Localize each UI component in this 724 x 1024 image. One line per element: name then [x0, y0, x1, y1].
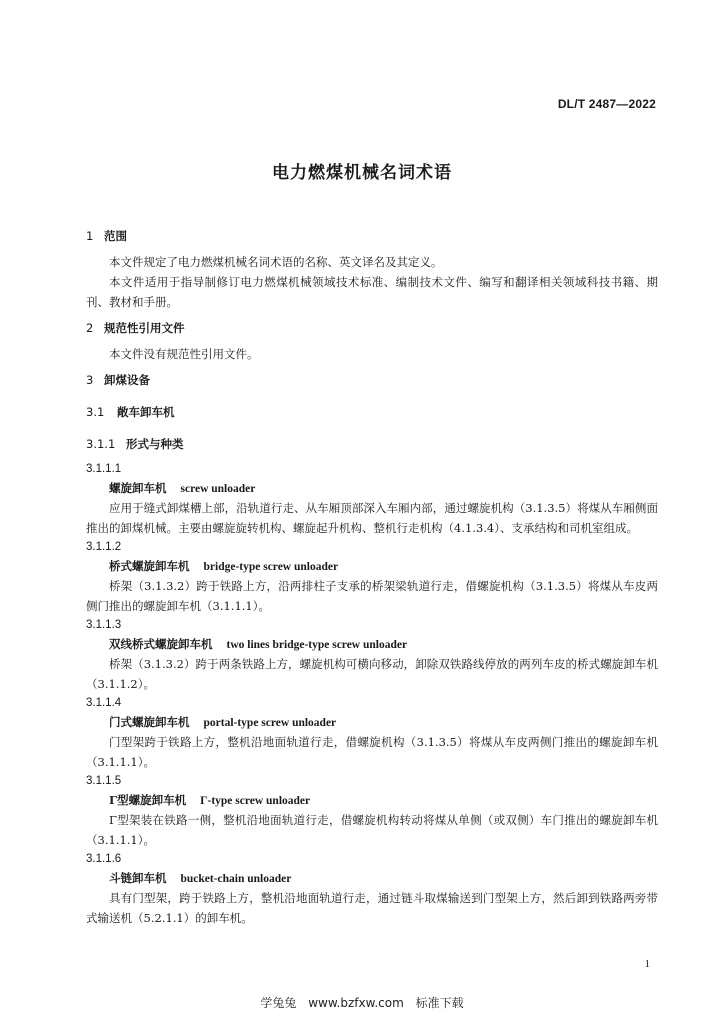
section-title: 范围 [104, 229, 127, 243]
term-entry [86, 538, 658, 616]
section-title: 卸煤设备 [104, 373, 150, 387]
term-definition: 桥架（3.1.3.2）跨于两条铁路上方，螺旋机构可横向移动，卸除双铁路线停放的两列车皮的桥式螺旋卸车机（3.1.1.2）。 [86, 657, 658, 691]
term-number: 3.1.1.6 [86, 853, 122, 865]
term-definition: 应用于缝式卸煤槽上部，沿轨道行走、从车厢顶部深入车厢内部，通过螺旋机构（3.1.3.5）将煤从车厢侧面推出的卸煤机械。主要由螺旋旋转机构、螺旋起升机构、整机行走机构（4.1.3.4）、支承结构和司机室组成。 [86, 501, 658, 535]
term-english: two lines bridge-type screw unloader [226, 639, 408, 651]
section-title: 形式与种类 [126, 437, 184, 451]
term-chinese: 斗链卸车机 [109, 871, 167, 885]
term-definition: Γ型架装在铁路一侧，整机沿地面轨道行走，借螺旋机构转动将煤从单侧（或双侧）车门推出的螺旋卸车机（3.1.1.1）。 [86, 813, 658, 847]
page-number: 1 [644, 958, 650, 970]
section-number: 1 [86, 229, 94, 243]
paragraph: 本文件规定了电力燃煤机械名词术语的名称、英文译名及其定义。 [109, 255, 443, 269]
standard-code: DL/T 2487—2022 [557, 97, 656, 111]
term-english: screw unloader [180, 483, 256, 495]
term-definition: 桥架（3.1.3.2）跨于铁路上方，沿两排柱子支承的桥架梁轨道行走，借螺旋机构（3.1.3.5）将煤从车皮两侧门推出的螺旋卸车机（3.1.1.1）。 [86, 579, 658, 613]
term-chinese: 螺旋卸车机 [109, 481, 167, 495]
term-name [86, 634, 658, 654]
section-heading-1 [86, 226, 658, 246]
term-chinese: 双线桥式螺旋卸车机 [109, 637, 213, 651]
section-title: 敞车卸车机 [117, 405, 175, 419]
section-heading-3-1 [86, 402, 658, 422]
term-name [86, 790, 658, 810]
footer-site-name: 学兔兔 [260, 996, 297, 1010]
term-entry [86, 850, 658, 928]
term-english: portal-type screw unloader [203, 717, 337, 729]
term-entry [86, 616, 658, 694]
term-chinese: 门式螺旋卸车机 [109, 715, 190, 729]
footer-site-url[interactable]: www.bzfxw.com [308, 996, 404, 1010]
term-entry [86, 460, 658, 538]
term-number: 3.1.1.3 [86, 619, 122, 631]
term-entry [86, 772, 658, 850]
term-english: Γ-type screw unloader [200, 795, 311, 807]
term-number: 3.1.1.2 [86, 541, 122, 553]
section-heading-3 [86, 370, 658, 390]
term-name [86, 556, 658, 576]
paragraph: 本文件适用于指导制修订电力燃煤机械领域技术标准、编制技术文件、编写和翻译相关领域科技书籍、期刊、教材和手册。 [86, 275, 658, 309]
section-heading-2 [86, 318, 658, 338]
term-name [86, 868, 658, 888]
term-english: bridge-type screw unloader [203, 561, 339, 573]
section-number: 3.1.1 [86, 437, 116, 451]
term-number: 3.1.1.4 [86, 697, 122, 709]
term-definition: 门型架跨于铁路上方，整机沿地面轨道行走，借螺旋机构（3.1.3.5）将煤从车皮两侧门推出的螺旋卸车机（3.1.1.1）。 [86, 735, 658, 769]
footer-slogan: 标准下载 [415, 996, 464, 1010]
term-definition: 具有门型架，跨于铁路上方，整机沿地面轨道行走，通过链斗取煤输送到门型架上方，然后卸到铁路两旁带式输送机（5.2.1.1）的卸车机。 [86, 891, 658, 925]
section-number: 3.1 [86, 405, 105, 419]
term-name [86, 478, 658, 498]
section-heading-3-1-1 [86, 434, 658, 454]
term-number: 3.1.1.5 [86, 775, 122, 787]
term-entry [86, 694, 658, 772]
section-number: 2 [86, 321, 94, 335]
term-chinese: 桥式螺旋卸车机 [109, 559, 190, 573]
paragraph: 本文件没有规范性引用文件。 [109, 347, 259, 361]
term-chinese: Γ型螺旋卸车机 [109, 793, 187, 807]
document-body [86, 226, 658, 928]
term-name [86, 712, 658, 732]
watermark-footer [0, 994, 724, 1011]
term-number: 3.1.1.1 [86, 463, 122, 475]
document-title: 电力燃煤机械名词术语 [272, 163, 452, 183]
term-english: bucket-chain unloader [180, 873, 292, 885]
section-number: 3 [86, 373, 94, 387]
section-title: 规范性引用文件 [104, 321, 185, 335]
